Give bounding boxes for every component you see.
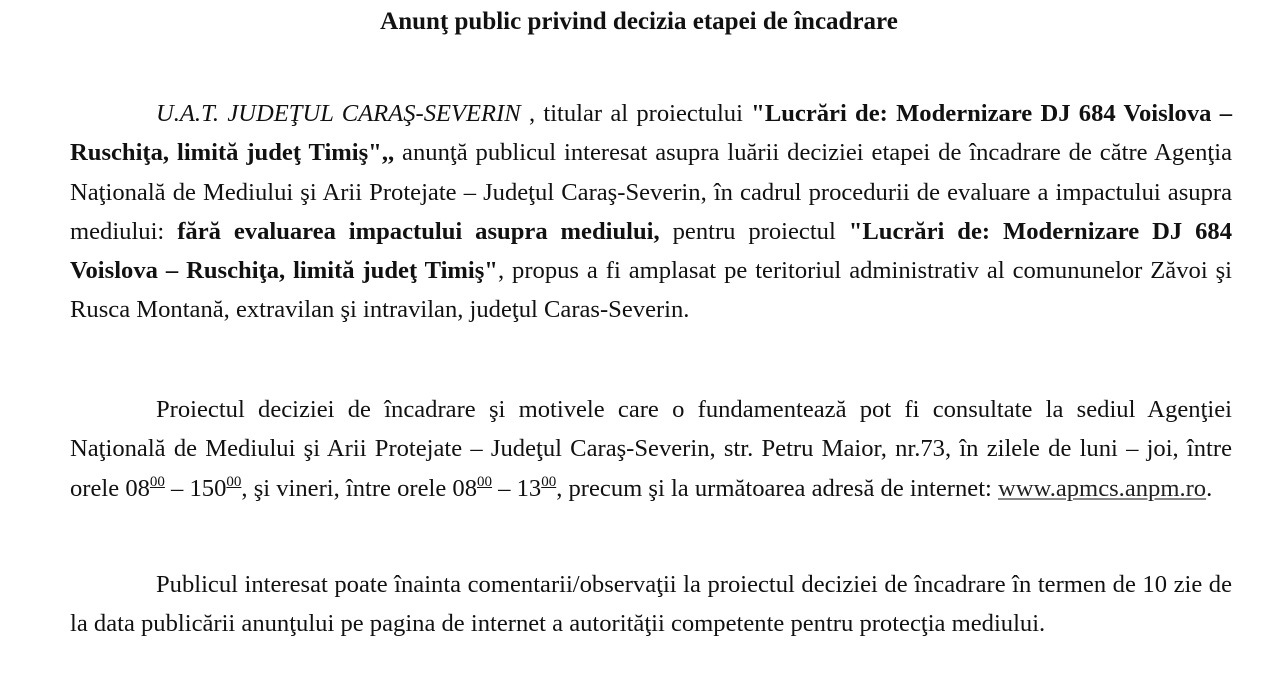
time-hour: 150 <box>189 474 227 502</box>
paragraph-comments: Publicul interesat poate înainta comentarii/observaţii la proiectul deciziei de încadrare în termen de 10 zie de la data publicării anunţului pe pagina de internet a autorităţii competente pentru protecţia mediului. <box>70 571 1232 638</box>
decision-text: fără evaluarea impactului asupra mediului, <box>177 217 660 245</box>
dash: – <box>164 474 190 502</box>
time-hour: 08 <box>452 474 478 502</box>
paragraph-announcement <box>70 94 1232 330</box>
time-minutes: 00 <box>226 473 242 490</box>
paragraph-text: , şi vineri, între orele <box>241 474 453 502</box>
paragraph-text: , titular al proiectului <box>520 100 752 127</box>
time-minutes: 00 <box>541 473 557 490</box>
paragraph-text: . <box>1206 474 1213 502</box>
paragraph-consultation <box>70 390 1232 508</box>
paragraph-text: anunţă publicul interesat asupra luării deciziei etapei de încadrare de către Agenţia Naţională de Mediului şi Arii Protejate – Judeţul Caraş-Severin, în cadrul procedurii de evaluare a impactului asupra mediului: <box>70 139 1232 245</box>
paragraph-text: Proiectul deciziei de încadrare şi motivele care o fundamentează pot fi consultate la sediul Agenţiei Naţională de Mediului şi Arii Protejate – Judeţul Caraş-Severin, str. Petru Maior, nr.73, în zilele de luni – joi, între orele <box>70 396 1232 502</box>
time-minutes: 00 <box>149 473 165 490</box>
time-hour: 13 <box>516 474 542 502</box>
project-name-repeat: "Lucrări de: Modernizare DJ 684 Voislova – Ruschiţa, limită judeţ Timiş" <box>70 217 1232 285</box>
paragraph-text: pentru proiectul <box>659 217 849 245</box>
applicant-name: U.A.T. JUDEŢUL CARAŞ-SEVERIN <box>156 100 521 127</box>
paragraph-text: , propus a fi amplasat pe teritoriul administrativ al comununelor Zăvoi şi Rusca Montană, extravilan şi intravilan, judeţul Caras-Severin. <box>70 257 1232 324</box>
time-hour: 08 <box>125 474 150 502</box>
document-title: Anunţ public privind decizia etapei de încadrare <box>380 8 898 35</box>
project-name: "Lucrări de: Modernizare DJ 684 Voislova – Ruschiţa, limită judeţ Timiş",, <box>70 100 1232 167</box>
website-link[interactable]: www.apmcs.anpm.ro <box>998 474 1207 502</box>
dash: – <box>492 474 517 502</box>
paragraph-text: , precum şi la următoarea adresă de internet: <box>556 474 999 502</box>
time-minutes: 00 <box>477 473 493 490</box>
